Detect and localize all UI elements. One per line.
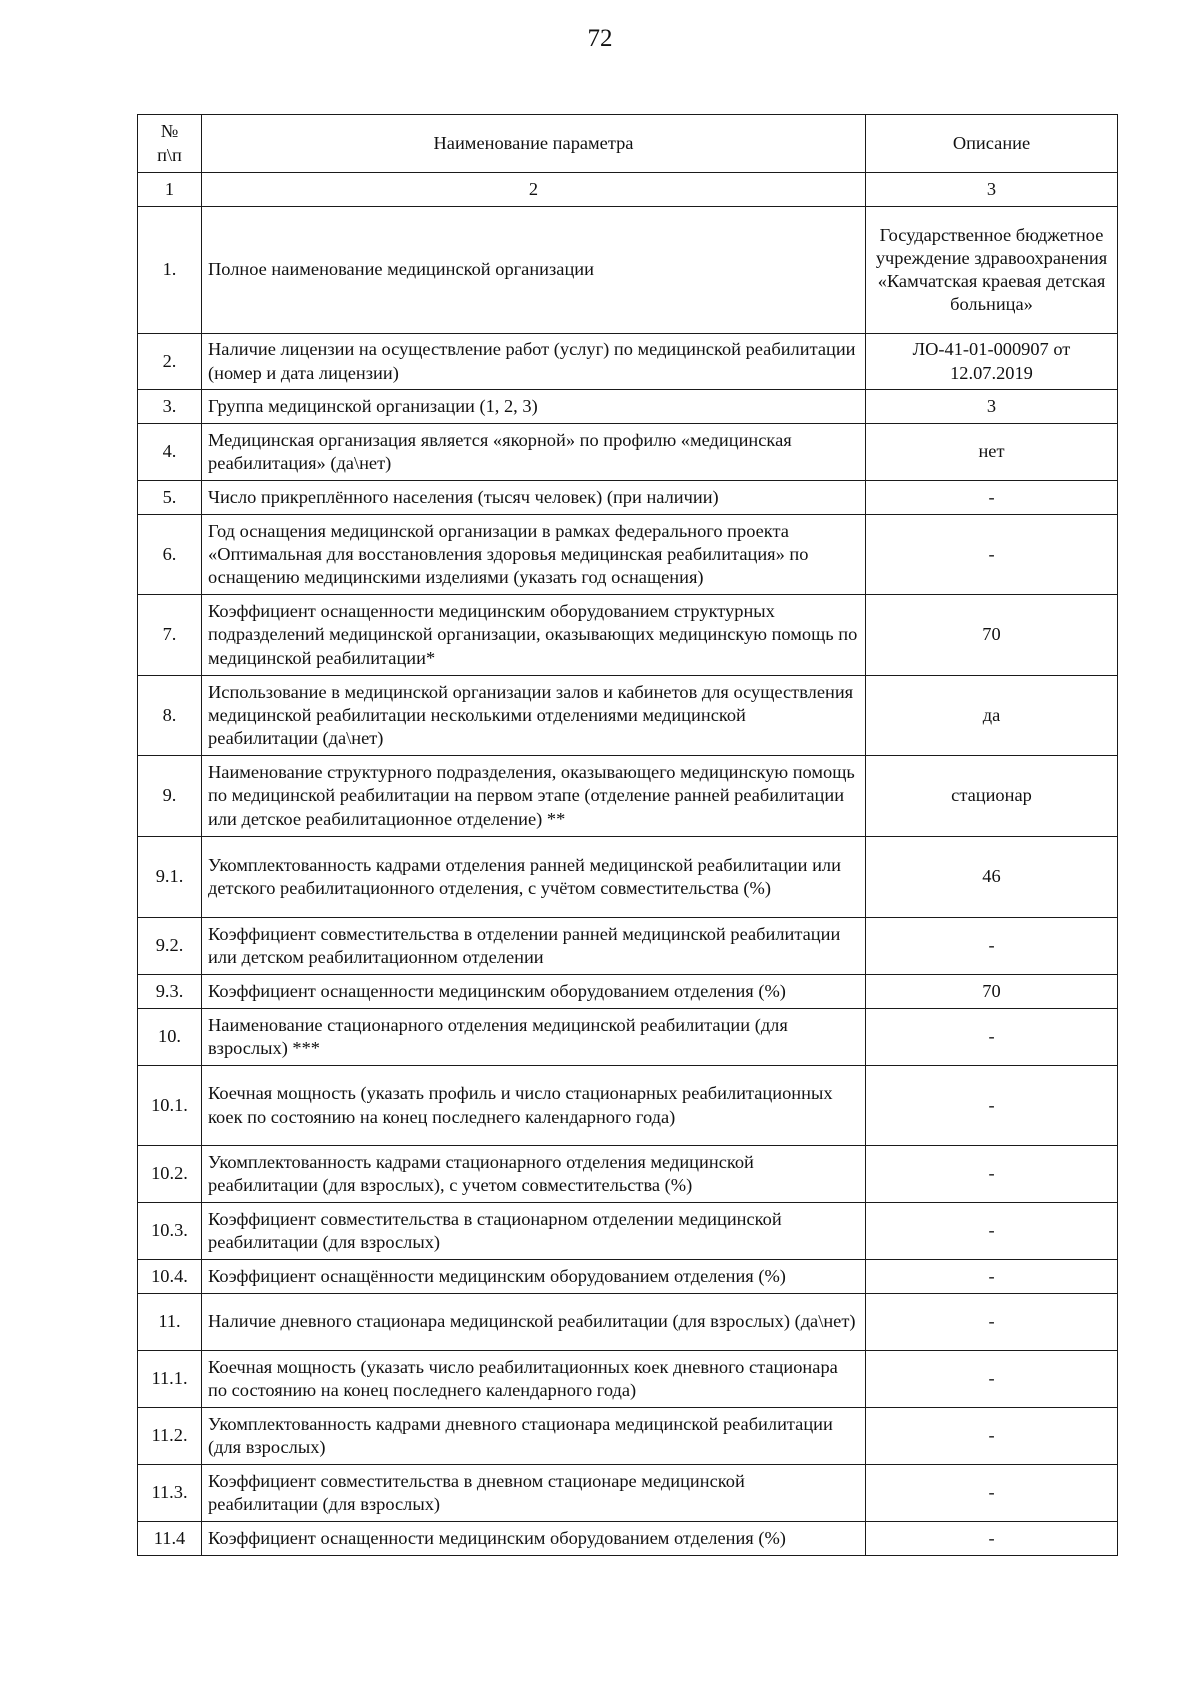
- row-description: стационар: [866, 756, 1118, 837]
- table-row: [138, 207, 1118, 334]
- header-parameter-name: Наименование параметра: [202, 115, 866, 173]
- row-description: -: [866, 1522, 1118, 1556]
- row-number: 11.1.: [138, 1351, 202, 1408]
- table-row: [138, 975, 1118, 1009]
- row-description: 70: [866, 975, 1118, 1009]
- column-index-1: 1: [138, 173, 202, 207]
- row-description: -: [866, 1351, 1118, 1408]
- table-row: [138, 1522, 1118, 1556]
- table-row: [138, 1146, 1118, 1203]
- row-description: 70: [866, 595, 1118, 676]
- row-parameter: Коэффициент оснащенности медицинским оборудованием структурных подразделений медицинской организации, оказывающих медицинскую помощь по медицинской реабилитации*: [202, 595, 866, 676]
- row-description: -: [866, 1408, 1118, 1465]
- row-description: -: [866, 918, 1118, 975]
- row-description: -: [866, 481, 1118, 515]
- table-row: [138, 1465, 1118, 1522]
- table-row: [138, 515, 1118, 595]
- row-parameter: Коечная мощность (указать число реабилитационных коек дневного стационара по состоянию на конец последнего календарного года): [202, 1351, 866, 1408]
- row-description: -: [866, 1260, 1118, 1294]
- row-parameter: Коэффициент оснащенности медицинским оборудованием отделения (%): [202, 1522, 866, 1556]
- table-row: [138, 1351, 1118, 1408]
- row-parameter: Коэффициент оснащенности медицинским оборудованием отделения (%): [202, 975, 866, 1009]
- table-row: [138, 1294, 1118, 1351]
- row-number: 6.: [138, 515, 202, 595]
- column-index-3: 3: [866, 173, 1118, 207]
- row-number: 4.: [138, 424, 202, 481]
- parameters-table: [137, 114, 1118, 1556]
- row-parameter: Наличие лицензии на осуществление работ (услуг) по медицинской реабилитации (номер и дата лицензии): [202, 334, 866, 390]
- row-parameter: Укомплектованность кадрами отделения ранней медицинской реабилитации или детского реабилитационного отделения, с учётом совместительства (%): [202, 837, 866, 918]
- row-description: -: [866, 1146, 1118, 1203]
- row-description: да: [866, 676, 1118, 756]
- table-row: [138, 481, 1118, 515]
- row-parameter: Год оснащения медицинской организации в рамках федерального проекта «Оптимальная для восстановления здоровья медицинская реабилитация» по оснащению медицинскими изделиями (указать год оснащения): [202, 515, 866, 595]
- row-description: -: [866, 1465, 1118, 1522]
- row-number: 11.: [138, 1294, 202, 1351]
- row-parameter: Медицинская организация является «якорной» по профилю «медицинская реабилитация» (да\нет): [202, 424, 866, 481]
- row-parameter: Наличие дневного стационара медицинской реабилитации (для взрослых) (да\нет): [202, 1294, 866, 1351]
- row-parameter: Коэффициент совместительства в отделении ранней медицинской реабилитации или детском реабилитационном отделении: [202, 918, 866, 975]
- row-parameter: Коечная мощность (указать профиль и число стационарных реабилитационных коек по состоянию на конец последнего календарного года): [202, 1066, 866, 1146]
- row-description: 46: [866, 837, 1118, 918]
- table-row: [138, 1009, 1118, 1066]
- header-number-sign: №: [160, 121, 179, 142]
- table-row: [138, 424, 1118, 481]
- row-number: 10.3.: [138, 1203, 202, 1260]
- row-description: -: [866, 515, 1118, 595]
- row-parameter: Коэффициент совместительства в стационарном отделении медицинской реабилитации (для взрослых): [202, 1203, 866, 1260]
- page-number: 72: [587, 25, 613, 52]
- row-description: ЛО-41-01-000907 от 12.07.2019: [866, 334, 1118, 390]
- row-number: 11.4: [138, 1522, 202, 1556]
- table-column-index-row: [138, 173, 1118, 207]
- row-description: нет: [866, 424, 1118, 481]
- row-number: 8.: [138, 676, 202, 756]
- row-number: 10.1.: [138, 1066, 202, 1146]
- row-parameter: Наименование структурного подразделения, оказывающего медицинскую помощь по медицинской реабилитации на первом этапе (отделение ранней реабилитации или детское реабилитационное отделение) **: [202, 756, 866, 837]
- header-number: [138, 115, 202, 173]
- row-parameter: Число прикреплённого населения (тысяч человек) (при наличии): [202, 481, 866, 515]
- table-row: [138, 1260, 1118, 1294]
- table-row: [138, 595, 1118, 676]
- row-parameter: Коэффициент совместительства в дневном стационаре медицинской реабилитации (для взрослых): [202, 1465, 866, 1522]
- row-parameter: Группа медицинской организации (1, 2, 3): [202, 390, 866, 424]
- row-parameter: Использование в медицинской организации залов и кабинетов для осуществления медицинской реабилитации несколькими отделениями медицинской реабилитации (да\нет): [202, 676, 866, 756]
- header-description: Описание: [866, 115, 1118, 173]
- table-row: [138, 334, 1118, 390]
- row-number: 9.: [138, 756, 202, 837]
- row-description: 3: [866, 390, 1118, 424]
- table-row: [138, 1066, 1118, 1146]
- table-row: [138, 676, 1118, 756]
- row-number: 11.2.: [138, 1408, 202, 1465]
- row-description: -: [866, 1066, 1118, 1146]
- header-number-abbr: п\п: [157, 144, 182, 165]
- row-parameter: Коэффициент оснащённости медицинским оборудованием отделения (%): [202, 1260, 866, 1294]
- row-number: 10.2.: [138, 1146, 202, 1203]
- table-row: [138, 756, 1118, 837]
- row-number: 9.1.: [138, 837, 202, 918]
- row-parameter: Укомплектованность кадрами стационарного отделения медицинской реабилитации (для взрослых), с учетом совместительства (%): [202, 1146, 866, 1203]
- table-row: [138, 1408, 1118, 1465]
- row-number: 9.2.: [138, 918, 202, 975]
- row-number: 10.: [138, 1009, 202, 1066]
- table-row: [138, 390, 1118, 424]
- table-row: [138, 918, 1118, 975]
- table-row: [138, 837, 1118, 918]
- row-parameter: Наименование стационарного отделения медицинской реабилитации (для взрослых) ***: [202, 1009, 866, 1066]
- row-description: -: [866, 1009, 1118, 1066]
- row-number: 1.: [138, 207, 202, 334]
- table-header-row: [138, 115, 1118, 173]
- row-parameter: Полное наименование медицинской организации: [202, 207, 866, 334]
- row-number: 9.3.: [138, 975, 202, 1009]
- row-description: -: [866, 1203, 1118, 1260]
- row-parameter: Укомплектованность кадрами дневного стационара медицинской реабилитации (для взрослых): [202, 1408, 866, 1465]
- row-number: 3.: [138, 390, 202, 424]
- row-description: Государственное бюджетное учреждение здравоохранения «Камчатская краевая детская больница»: [866, 207, 1118, 334]
- row-number: 7.: [138, 595, 202, 676]
- row-number: 5.: [138, 481, 202, 515]
- column-index-2: 2: [202, 173, 866, 207]
- row-number: 2.: [138, 334, 202, 390]
- table-row: [138, 1203, 1118, 1260]
- row-number: 11.3.: [138, 1465, 202, 1522]
- row-description: -: [866, 1294, 1118, 1351]
- row-number: 10.4.: [138, 1260, 202, 1294]
